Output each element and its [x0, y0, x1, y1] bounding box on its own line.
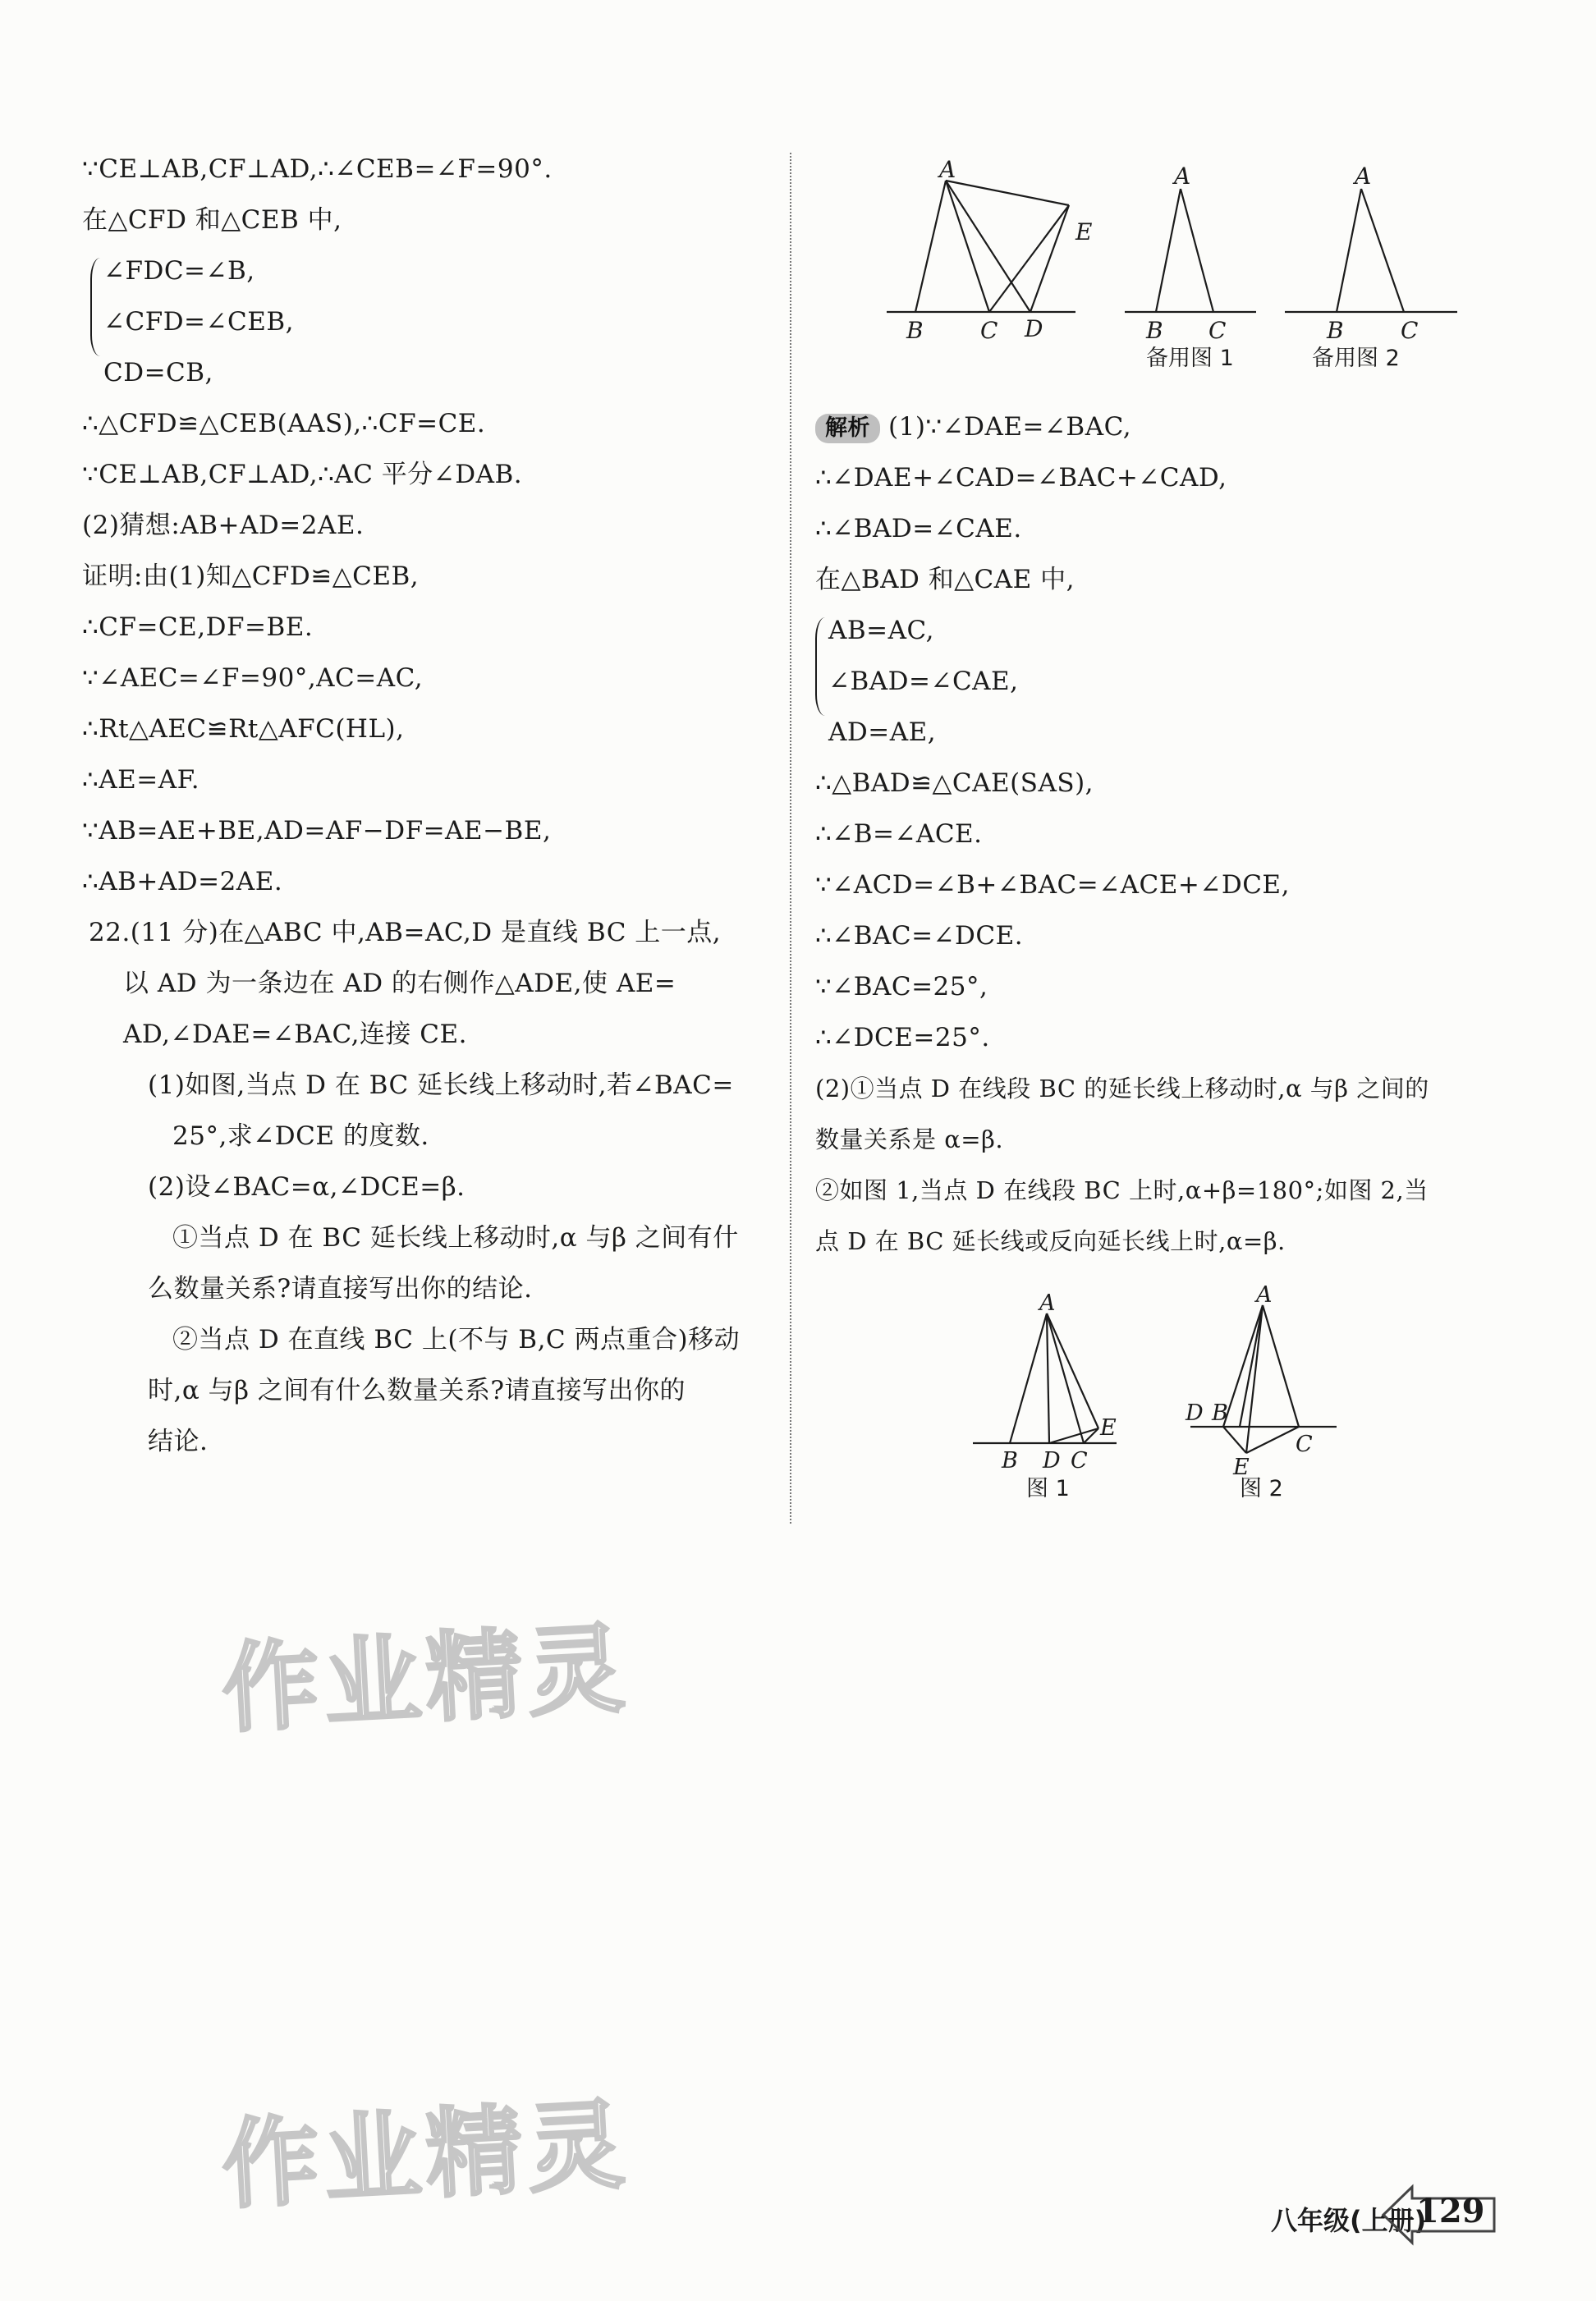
text-line: (1)如图,当点 D 在 BC 延长线上移动时,若∠BAC=: [148, 1070, 734, 1100]
text-line: ∴AB+AD=2AE.: [82, 867, 283, 896]
brace-mark: [815, 617, 825, 716]
text-line: 25°,求∠DCE 的度数.: [172, 1121, 429, 1151]
text-line: 在△BAD 和△CAE 中,: [815, 565, 1075, 594]
text-line: ∠BAD=∠CAE,: [828, 667, 1019, 696]
text-line: 时,α 与β 之间有什么数量关系?请直接写出你的: [148, 1376, 686, 1405]
vertex-label: B: [1146, 317, 1163, 344]
text-line: 证明:由(1)知△CFD≌△CEB,: [82, 561, 420, 591]
vertex-label: D: [1043, 1448, 1061, 1474]
solution-figures: [969, 1281, 1355, 1510]
figure-caption: 图 2: [1240, 1476, 1283, 1501]
text-line: ∴∠B=∠ACE.: [815, 819, 983, 849]
text-line: ②如图 1,当点 D 在线段 BC 上时,α+β=180°;如图 2,当: [815, 1176, 1429, 1204]
text-line: ∴Rt△AEC≌Rt△AFC(HL),: [82, 714, 405, 744]
text-line: CD=CB,: [103, 358, 213, 387]
vertex-label: C: [980, 317, 998, 344]
text-line: AB=AC,: [828, 616, 934, 645]
vertex-label: A: [1256, 1282, 1273, 1308]
text-line: (2)设∠BAC=α,∠DCE=β.: [148, 1172, 466, 1202]
text-line: ∴∠BAD=∠CAE.: [815, 514, 1022, 543]
text-line: ∴△BAD≌△CAE(SAS),: [815, 768, 1094, 798]
text-line: AD,∠DAE=∠BAC,连接 CE.: [123, 1020, 467, 1049]
text-line: ∴AE=AF.: [82, 765, 200, 795]
vertex-label: A: [939, 156, 956, 183]
vertex-label: B: [906, 317, 924, 344]
text-line: ∠CFD=∠CEB,: [103, 307, 294, 337]
text-line: ∠FDC=∠B,: [103, 256, 255, 286]
text-line: ∴∠DAE+∠CAD=∠BAC+∠CAD,: [815, 463, 1227, 493]
vertex-label: C: [1071, 1448, 1088, 1474]
vertex-label: E: [1100, 1415, 1117, 1441]
brace-mark: [90, 258, 100, 356]
vertex-label: E: [1075, 218, 1093, 245]
text-line: ∵CE⊥AB,CF⊥AD,∴AC 平分∠DAB.: [82, 460, 523, 489]
solution-line: 解析 (1)∵∠DAE=∠BAC,: [815, 410, 1131, 443]
text-line: ②当点 D 在直线 BC 上(不与 B,C 两点重合)移动: [172, 1325, 741, 1354]
vertex-label: B: [1002, 1448, 1018, 1474]
text-line: ∴△CFD≌△CEB(AAS),∴CF=CE.: [82, 409, 486, 438]
vertex-label: C: [1296, 1432, 1313, 1457]
text-line: 么数量关系?请直接写出你的结论.: [148, 1274, 533, 1304]
watermark: 作业精灵: [219, 2088, 632, 2222]
text-line: (2)①当点 D 在线段 BC 的延长线上移动时,α 与β 之间的: [815, 1075, 1429, 1102]
text-line: ∵∠BAC=25°,: [815, 972, 988, 1002]
problem-figures: [878, 156, 1470, 378]
vertex-label: B: [1212, 1400, 1228, 1426]
vertex-label: C: [1208, 317, 1227, 344]
figure-caption: 备用图 1: [1146, 346, 1234, 371]
text-line: ∵∠ACD=∠B+∠BAC=∠ACE+∠DCE,: [815, 870, 1290, 900]
text-line: ∵CE⊥AB,CF⊥AD,∴∠CEB=∠F=90°.: [82, 154, 553, 184]
column-divider: [790, 153, 791, 1524]
text-line: 在△CFD 和△CEB 中,: [82, 205, 342, 235]
figure-caption: 备用图 2: [1312, 346, 1400, 371]
text-line: ∴∠BAC=∠DCE.: [815, 921, 1024, 951]
vertex-label: A: [1039, 1290, 1056, 1316]
watermark: 作业精灵: [219, 1611, 632, 1746]
vertex-label: A: [1174, 163, 1191, 190]
text-line: ∴∠DCE=25°.: [815, 1023, 990, 1052]
text-line: ∵∠AEC=∠F=90°,AC=AC,: [82, 663, 424, 693]
text-line: 数量关系是 α=β.: [815, 1125, 1004, 1153]
page-number: 129: [1416, 2192, 1485, 2230]
vertex-label: D: [1186, 1400, 1204, 1426]
text-line: 点 D 在 BC 延长线或反向延长线上时,α=β.: [815, 1227, 1286, 1255]
problem-22-stem: 22.(11 分)在△ABC 中,AB=AC,D 是直线 BC 上一点,: [89, 918, 722, 947]
text-line: ∴CF=CE,DF=BE.: [82, 612, 314, 642]
vertex-label: A: [1355, 163, 1372, 190]
vertex-label: C: [1401, 317, 1419, 344]
analysis-tag: 解析: [815, 414, 880, 443]
text-line: ①当点 D 在 BC 延长线上移动时,α 与β 之间有什: [172, 1223, 739, 1253]
vertex-label: D: [1025, 315, 1043, 342]
text-line: 结论.: [148, 1427, 209, 1456]
text-line: 以 AD 为一条边在 AD 的右侧作△ADE,使 AE=: [123, 969, 676, 998]
grade-label: 八年级(上册): [1271, 2205, 1427, 2236]
vertex-label: B: [1327, 317, 1344, 344]
text-line: (2)猜想:AB+AD=2AE.: [82, 511, 365, 540]
text-line: AD=AE,: [828, 717, 937, 747]
text-line: ∵AB=AE+BE,AD=AF−DF=AE−BE,: [82, 816, 552, 846]
figure-caption: 图 1: [1026, 1476, 1070, 1501]
vertex-label: E: [1233, 1455, 1250, 1480]
